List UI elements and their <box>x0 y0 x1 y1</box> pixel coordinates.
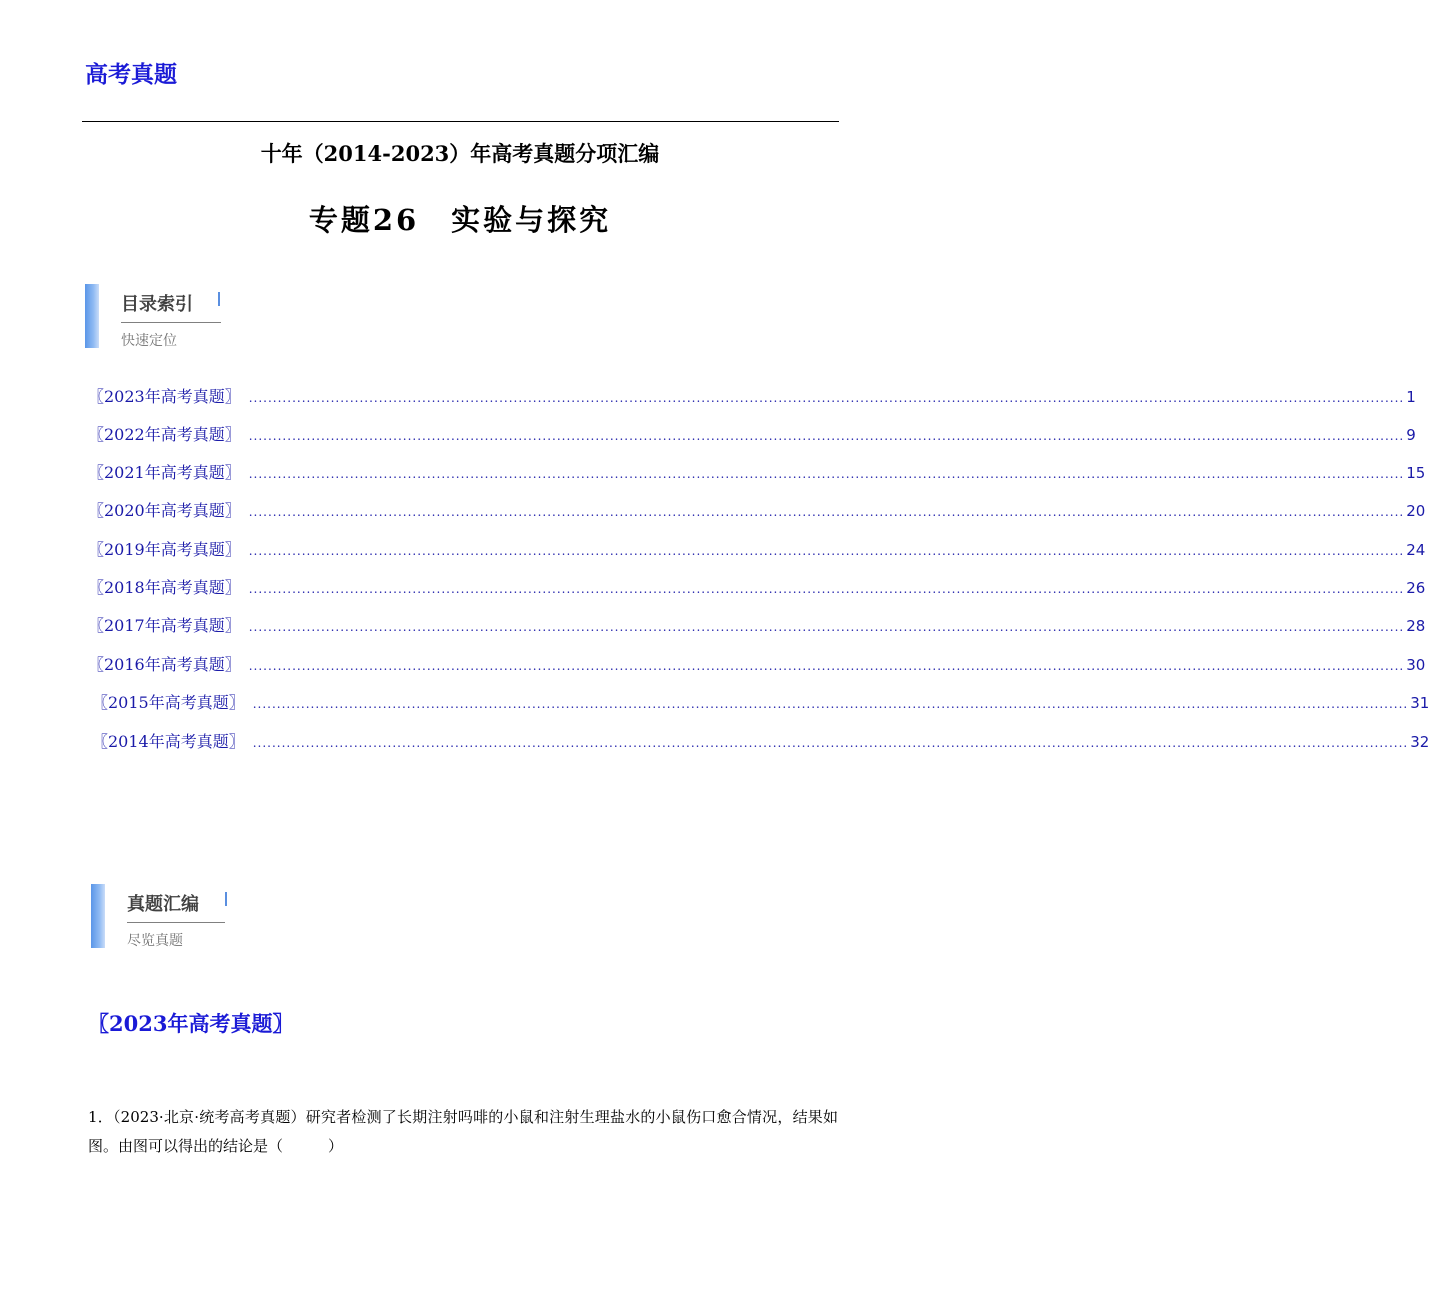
topic-title: 专题26 实验与探究 <box>308 203 612 237</box>
toc-item-page[interactable]: 15 <box>1406 464 1426 482</box>
toc-item[interactable] <box>88 422 1416 446</box>
toc-item-label[interactable]: 〖2020年高考真题〗 <box>88 501 241 520</box>
compile-box-subtitle: 尽览真题 <box>127 933 183 949</box>
toc-item-page[interactable]: 32 <box>1410 733 1429 751</box>
document-title: 十年（2014-2023）年高考真题分项汇编 <box>260 141 660 166</box>
toc-item-page[interactable]: 31 <box>1410 694 1429 712</box>
title-mark-icon <box>218 292 220 306</box>
year-section-heading: 〖2023年高考真题〗 <box>88 1011 294 1036</box>
toc-leader-dots: ................................................................................................................................................................................................................................................ <box>248 467 1405 481</box>
question-1-text: 1．（2023·北京·统考高考真题）研究者检测了长期注射吗啡的小鼠和注射生理盐水的小鼠伤口愈合情况，结果如图。由图可以得出的结论是（ ） <box>88 1108 838 1155</box>
toc-leader-dots: ................................................................................................................................................................................................................................................ <box>248 620 1405 634</box>
section-bar-icon <box>91 884 105 948</box>
compile-section-box <box>91 884 251 950</box>
toc-item-page[interactable]: 30 <box>1406 656 1426 674</box>
toc-item-label[interactable]: 〖2017年高考真题〗 <box>88 616 241 635</box>
toc-item-label[interactable]: 〖2019年高考真题〗 <box>88 540 241 559</box>
header-rule <box>82 121 839 122</box>
toc-item[interactable] <box>88 498 1426 522</box>
toc-section-box <box>85 284 245 350</box>
toc-item-page[interactable]: 1 <box>1406 388 1416 406</box>
toc-item-page[interactable]: 9 <box>1406 426 1416 444</box>
toc-box-title: 目录索引 <box>121 294 193 315</box>
toc-box-subtitle: 快速定位 <box>121 333 177 349</box>
toc-item-label[interactable]: 〖2023年高考真题〗 <box>88 387 241 406</box>
compile-box-divider <box>127 922 225 923</box>
toc-item[interactable] <box>88 537 1426 561</box>
toc-item-page[interactable]: 28 <box>1406 617 1426 635</box>
toc-box-divider <box>121 322 221 323</box>
toc-item-label[interactable]: 〖2022年高考真题〗 <box>88 425 241 444</box>
toc-item-label[interactable]: 〖2015年高考真题〗 <box>92 693 245 712</box>
toc-item[interactable] <box>88 613 1426 637</box>
toc-leader-dots: ................................................................................................................................................................................................................................................ <box>252 736 1409 750</box>
toc-item[interactable] <box>88 575 1426 599</box>
toc-item-page[interactable]: 24 <box>1406 541 1426 559</box>
compile-box-title: 真题汇编 <box>127 894 199 915</box>
toc-item[interactable] <box>88 652 1426 676</box>
toc-item-label[interactable]: 〖2016年高考真题〗 <box>88 655 241 674</box>
toc-leader-dots: ................................................................................................................................................................................................................................................ <box>248 429 1405 443</box>
toc-leader-dots: ................................................................................................................................................................................................................................................ <box>248 582 1405 596</box>
toc-leader-dots: ................................................................................................................................................................................................................................................ <box>248 505 1405 519</box>
toc-item[interactable] <box>88 384 1416 408</box>
toc-item[interactable] <box>92 690 1429 714</box>
toc-item-label[interactable]: 〖2018年高考真题〗 <box>88 578 241 597</box>
toc-leader-dots: ................................................................................................................................................................................................................................................ <box>248 544 1405 558</box>
toc-item[interactable] <box>92 729 1429 753</box>
title-mark-icon <box>225 892 227 906</box>
toc-item[interactable] <box>88 460 1426 484</box>
header-label: 高考真题 <box>85 62 177 88</box>
toc-item-page[interactable]: 20 <box>1406 502 1426 520</box>
section-bar-icon <box>85 284 99 348</box>
toc-item-page[interactable]: 26 <box>1406 579 1426 597</box>
toc-leader-dots: ................................................................................................................................................................................................................................................ <box>248 391 1405 405</box>
toc-item-label[interactable]: 〖2014年高考真题〗 <box>92 732 245 751</box>
toc-item-label[interactable]: 〖2021年高考真题〗 <box>88 463 241 482</box>
toc-leader-dots: ................................................................................................................................................................................................................................................ <box>252 697 1409 711</box>
toc-leader-dots: ................................................................................................................................................................................................................................................ <box>248 659 1405 673</box>
